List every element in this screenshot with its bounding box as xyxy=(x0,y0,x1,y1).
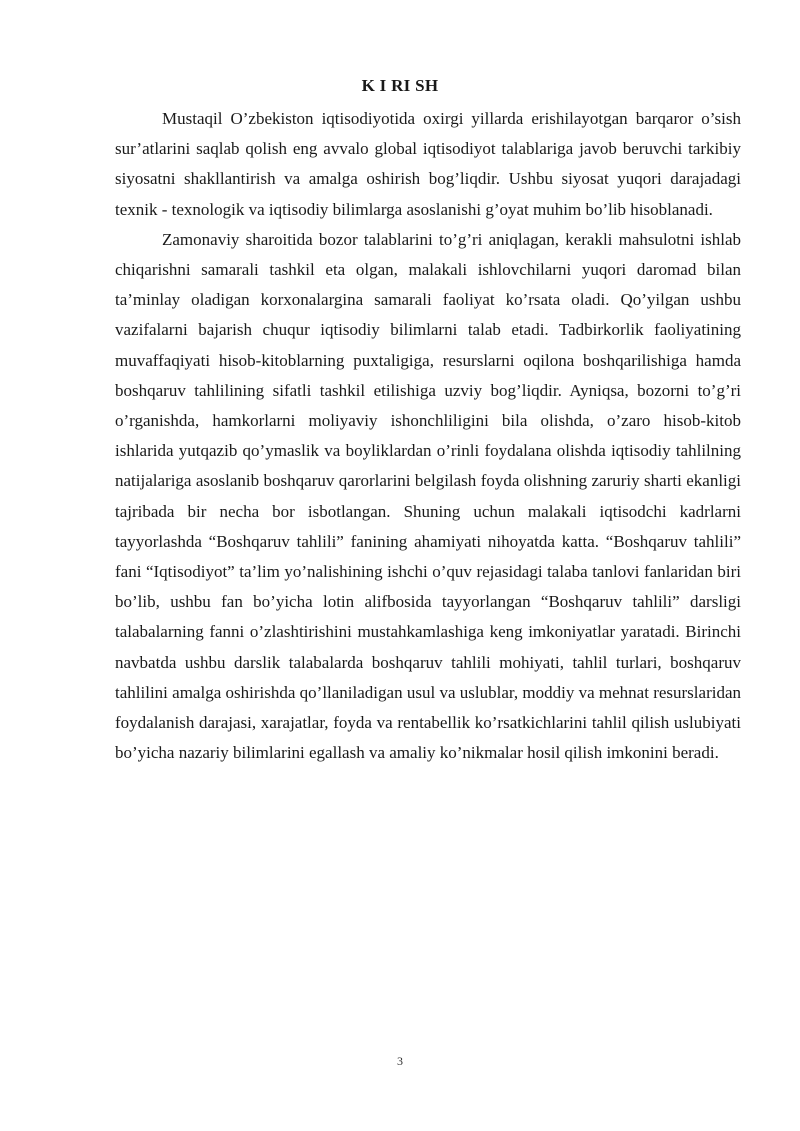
body-text xyxy=(115,104,741,768)
paragraph-2: Zamonaviy sharoitida bozor talablarini to’g’ri aniqlagan, kerakli mahsulotni ishlab chiqarishni samarali tashkil eta olgan, malakali ishlovchilarni yuqori daromad bilan ta’minlay oladigan korxonalargina samarali faoliyat ko’rsata oladi. Qo’yilgan ushbu vazifalarni bajarish chuqur iqtisodiy bilimlarni talab etadi. Tadbirkorlik faoliyatining muvaffaqiyati hisob-kitoblarning puxtaligiga, resurslarni oqilona boshqarilishiga hamda boshqaruv tahlilining sifatli tashkil etilishiga uzviy bog’liqdir. Ayniqsa, bozorni to’g’ri o’rganishda, hamkorlarni moliyaviy ishonchliligini bila olishda, o’zaro hisob-kitob ishlarida yutqazib qo’ymaslik va boyliklardan o’rinli foydalana olishda iqtisodiy tahlilning natijalariga asoslanib boshqaruv qarorlarini belgilash foyda olishning zaruriy sharti ekanligi tajribada bir necha bor isbotlangan. Shuning uchun malakali iqtisodchi kadrlarni tayyorlashda “Boshqaruv tahlili” fanining ahamiyati nihoyatda katta. “Boshqaruv tahlili” fani “Iqtisodiyot” ta’lim yo’nalishining ishchi o’quv rejasidagi talaba tanlovi fanlaridan biri bo’lib, ushbu fan bo’yicha lotin alifbosida tayyorlangan “Boshqaruv tahlili” darsligi talabalarning fanni o’zlashtirishini mustahkamlashiga keng imkoniyatlar yaratadi. Birinchi navbatda ushbu darslik talabalarda boshqaruv tahlili mohiyati, tahlil turlari, boshqaruv tahlilini amalga oshirishda qo’llaniladigan usul va uslublar, moddiy va mehnat resurslaridan foydalanish darajasi, xarajatlar, foyda va rentabellik ko’rsatkichlarini tahlil qilish uslubiyati bo’yicha nazariy bilimlarini egallash va amaliy ko’nikmalar hosil qilish imkonini beradi. xyxy=(115,229,741,763)
page-title: K I RI SH xyxy=(361,76,439,95)
paragraph-1: Mustaqil O’zbekiston iqtisodiyotida oxirgi yillarda erishilayotgan barqaror o’sish sur’atlarini saqlab qolish eng avvalo global iqtisodiyot talablariga javob beruvchi tarkibiy siyosatni shakllantirish va amalga oshirish bog’liqdir. Ushbu siyosat yuqori darajadagi texnik - texnologik va iqtisodiy bilimlarga asoslanishi g’oyat muhim bo’lib hisoblanadi. xyxy=(115,109,741,219)
page-number: 3 xyxy=(397,1054,403,1068)
